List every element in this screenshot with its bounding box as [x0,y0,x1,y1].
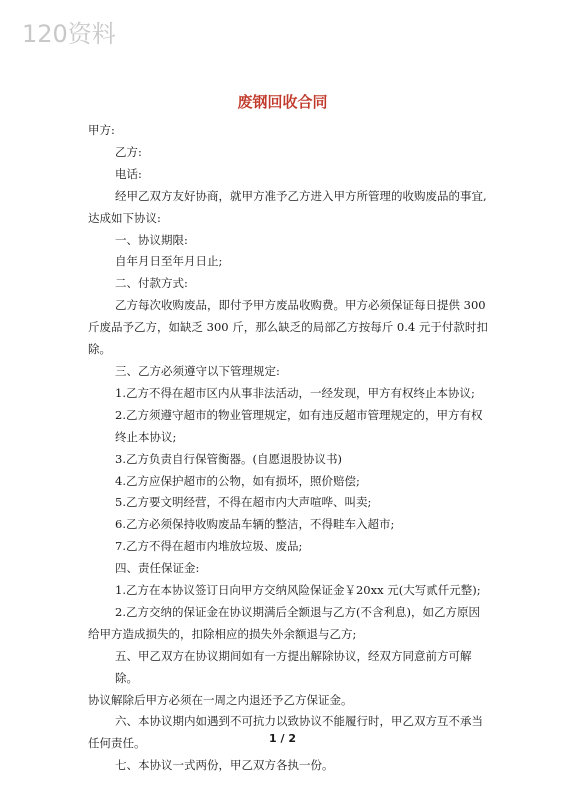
contract-line: 六、本协议期内如遇到不可抗力以致协议不能履行时，甲乙双方互不承当 [115,714,483,729]
contract-line: 3.乙方负责自行保管衡器。(自愿退股协议书) [115,451,342,466]
contract-line: 三、乙方必须遵守以下管理规定: [115,363,280,378]
page-number: 1 / 2 [269,732,296,745]
contract-line: 二、付款方式: [115,276,188,291]
contract-line: 协议解除后甲方必须在一周之内退还予乙方保证金。 [88,692,353,707]
contract-line: 任何责任。 [88,736,146,751]
contract-body [88,120,488,777]
contract-line: 乙方每次收购废品，即付予甲方废品收购费。甲方必须保证每日提供 300 [115,298,486,313]
contract-line: 一、协议期限: [115,232,188,247]
contract-line: 七、本协议一式两份，甲乙双方各执一份。 [115,758,334,773]
document-title: 废钢回收合同 [237,93,328,111]
contract-line: 经甲乙双方友好协商，就甲方准予乙方进入甲方所管理的收购废品的事宜, [115,188,487,203]
contract-line: 五、甲乙双方在协议期间如有一方提出解除协议，经双方同意前方可解除。 [115,648,472,685]
contract-line: 除。 [88,342,111,357]
contract-line: 1.乙方在本协议签订日向甲方交纳风险保证金￥20xx 元(大写贰仟元整); [115,583,481,598]
contract-line: 四、责任保证金: [115,561,200,576]
contract-line: 乙方: [115,144,142,159]
contract-line: 6.乙方必须保持收购废品车辆的整洁，不得畦车入超市; [115,517,395,532]
contract-line: 甲方: [88,123,115,137]
contract-line: 5.乙方要文明经营，不得在超市内大声喧哗、叫卖; [115,495,372,510]
contract-line: 终止本协议; [115,429,177,444]
contract-line: 4.乙方应保护超市的公物，如有损坏，照价赔偿; [115,473,360,488]
contract-line: 斤废品予乙方，如缺乏 300 斤，那么缺乏的局部乙方按每斤 0.4 元于付款时扣 [88,320,488,335]
contract-line: 2.乙方须遵守超市的物业管理规定，如有违反超市管理规定的，甲方有权 [115,407,483,422]
contract-line: 给甲方造成损失的，扣除相应的损失外余额退与乙方; [88,626,357,641]
contract-line: 达成如下协议: [88,210,161,225]
contract-line: 2.乙方交纳的保证金在协议期满后全额退与乙方(不含利息)，如乙方原因 [115,604,480,619]
contract-line: 自年月日至年月日止; [115,254,223,269]
contract-line: 7.乙方不得在超市内堆放垃圾、废品; [115,539,303,554]
contract-line: 1.乙方不得在超市区内从事非法活动，一经发现，甲方有权终止本协议; [115,385,475,400]
watermark: 120资料 [22,20,116,48]
contract-line: 电话: [115,166,142,181]
